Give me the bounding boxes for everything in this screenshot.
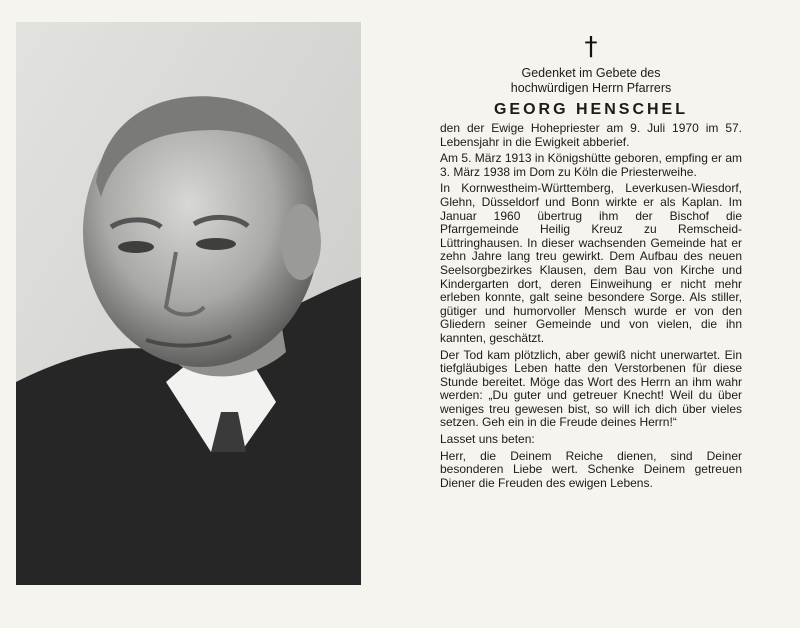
portrait-image	[16, 22, 361, 585]
prayer-heading: Lasset uns beten:	[440, 432, 535, 447]
intro-line-1: Gedenket im Gebete des	[521, 66, 661, 80]
cross-icon: †	[584, 32, 598, 62]
deceased-name: GEORG HENSCHEL	[493, 101, 688, 118]
paragraph-career: In Kornwestheim-Württemberg, Leverkusen-Wiesdorf, Glehn, Düsseldorf und Bonn wirkte er als Kaplan. Im Januar 1960 übertrug ihm der Bischof die Pfarrgemeinde Heilig Kreuz zu Remscheid-Lüttringhausen. In dieser wachsenden Gemeinde hat er zehn Jahre lang treu gewirkt. Dem Aufbau des neuen Seelsorgbezirkes Klausen, dem Bau von Kirche und Kindergarten dort, deren Einweihung er nicht mehr erleben konnte, galt seine besondere Sorge. Als stiller, gütiger und humorvoller Mensch wurde er von den Gliedern seiner Gemeinde und von vielen, die ihn kannten, geschätzt.	[440, 181, 742, 345]
paragraph-birth: Am 5. März 1913 in Königshütte geboren, empfing er am 3. März 1938 im Dom zu Köln die Priesterweihe.	[440, 151, 742, 179]
portrait-photo	[16, 22, 361, 585]
intro-line-2: hochwürdigen Herrn Pfarrers	[510, 81, 672, 95]
paragraph-death-faith: Der Tod kam plötzlich, aber gewiß nicht unerwartet. Ein tiefgläubiges Leben hatte den Verstorbenen für diese Stunde bereitet. Möge das Wort des Herrn an ihm wahr werden: „Du guter und getreuer Knecht! Weil du über weniges treu gewesen bist, so will ich dich über vieles setzen. Geh ein in die Freude deines Herrn!“	[440, 347, 742, 430]
paragraph-death: den der Ewige Hohepriester am 9. Juli 1970 im 57. Lebensjahr in die Ewigkeit abberief.	[440, 121, 742, 149]
obituary-text	[440, 32, 742, 493]
prayer-text: Herr, die Deinem Reiche dienen, sind Deiner besonderen Liebe wert. Schenke Deinem getreuen Diener die Freuden des ewigen Lebens.	[440, 448, 742, 490]
